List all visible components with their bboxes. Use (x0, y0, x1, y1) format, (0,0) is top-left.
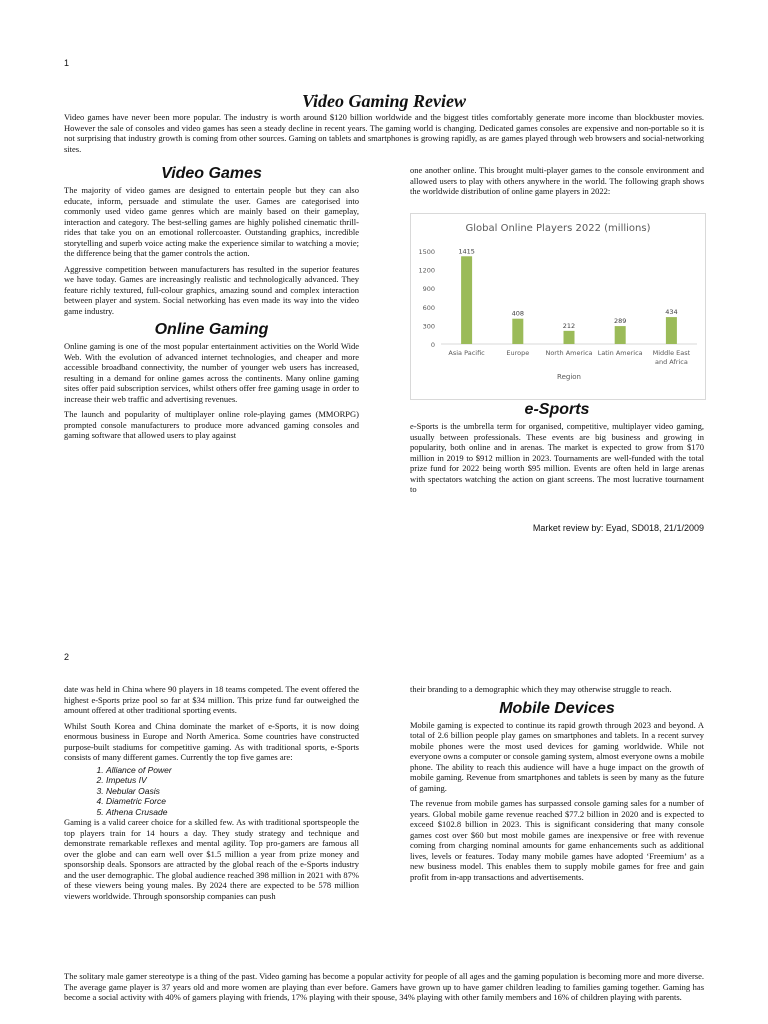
section-heading-video-games: Video Games (161, 165, 262, 182)
y-tick-label: 0 (430, 341, 435, 349)
mobile-paragraph-1: Mobile gaming is expected to continue its rapid growth through 2023 and beyond. A total of 2.6 billion people play games on smartphones and tablets. In a recent survey mobile phones were the most used devices for gaming worldwide. While not everyone owns a computer or console gaming system, almost everyone owns a mobile phone. The ability to reach this audience will have a huge impact on the growth of mobile gaming. Revenue from smartphones and tablets is seen by many as the future of gaming. (410, 719, 704, 793)
esports-paragraph-2: date was held in China where 90 players in 18 teams competed. The event offered the highest e-Sports prize pool so far at $34 million. This prize fund far outweighed the amount offered at other traditional sporting events. (64, 684, 359, 715)
right-column-bottom-page1 (410, 401, 704, 500)
y-tick-label: 300 (422, 322, 435, 331)
y-tick-label: 1200 (418, 266, 435, 275)
data-label: 212 (562, 321, 576, 330)
list-item: 1. Alliance of Power (106, 765, 359, 776)
footer-paragraph: The solitary male gamer stereotype is a thing of the past. Video gaming has become a popular activity for people of all ages and the gaming population is becoming more and more diverse. The average game player is 37 years old and more women are playing than ever before. Gamers have grown up to have gamer children leading to families gaming together. Gaming has become a social activity with 40% of gamers playing with friends, 17% playing with their spouse, 34% playing with other family members and 16% of children playing with parents. (64, 971, 704, 1002)
bar-chart (411, 214, 705, 399)
online-gaming-paragraph-1: Online gaming is one of the most popular entertainment activities on the World Wide Web. With the evolution of advanced internet technologies, and cheaper and more accessible broadband connectivity, the number of younger web users has increased, resulting in a demand for online games across the continents. Many online gaming sites offer paid subscription services, whilst others offer free gaming usage in order to increase their web traffic and advertising revenues. (64, 341, 359, 404)
x-tick-label: Asia Pacific (448, 349, 485, 357)
market-review-credit: Market review by: Eyad, SD018, 21/1/2009 (532, 523, 704, 533)
right-column-page2 (410, 684, 704, 887)
list-item: 2. Impetus IV (106, 775, 359, 786)
data-label: 408 (511, 309, 525, 318)
page-number: 1 (64, 58, 70, 68)
bar-chart-container (410, 213, 706, 400)
video-games-paragraph-2: Aggressive competition between manufacturers has resulted in the superior features we have today. Games are increasingly realistic and technologically advanced. They feature richly textured, full-colour graphics, amazing sound and complex interaction between player and system. Social networking has even made its way into the video game industry. (64, 263, 359, 316)
right-column-top-page1 (410, 165, 704, 202)
bar (615, 326, 626, 344)
esports-paragraph-3: Whilst South Korea and China dominate the market of e-Sports, it is now doing enormous business in Europe and North America. Some countries have constructed purpose-built stadiums for competitive gaming. As with traditional sports, e-Sports consists of many different games. Currently the top five games are: (64, 720, 359, 762)
sponsorship-continuation: their branding to a demographic which they may otherwise struggle to reach. (410, 684, 672, 694)
mobile-paragraph-2: The revenue from mobile games has surpassed console gaming sales for a number of years. Global mobile game revenue reached $77.2 billion in 2020 and is expected to exceed $102.8 billion in 2023. This is significant considering that many console games cost over $60 but most mobile games are inexpensive or free with revenue coming from charging nominal amounts for game enhancements such as additional lives, levels or features. Today many mobile games have adopted ‘Freemium’ as a new business model. This enables them to supply mobile games for free and gain profit from in-app transactions and advertisements. (410, 798, 704, 882)
online-gaming-paragraph-2: The launch and popularity of multiplayer online role-playing games (MMORPG) prompted console manufacturers to produce more advanced gaming consoles and gaming software that allowed users to play against (64, 409, 359, 440)
list-item: 5. Athena Crusade (106, 807, 359, 818)
left-column-page1 (64, 165, 359, 446)
bar (461, 256, 472, 344)
bar (512, 319, 523, 344)
data-label: 434 (665, 308, 678, 317)
y-tick-label: 1500 (418, 248, 435, 256)
data-label: 1415 (458, 247, 475, 256)
esports-paragraph-1: e-Sports is the umbrella term for organised, competitive, multiplayer video gaming, usually between professionals. These events are big business and growing in popularity, both online and in arenas. The market is expected to grow from $170 million in 2019 to $912 million in 2023. Tournaments are well-funded with the total prize fund for 2022 being worth $95 million. Events are often held in large arenas with spectators watching the action on giant screens. The most lucrative tournament to (410, 421, 704, 494)
y-tick-label: 600 (422, 303, 435, 312)
video-games-paragraph-1: The majority of video games are designed to entertain people but they can also educate, inform, persuade and stimulate the user. Games are categorised into commonly used video game genres which are mainly based on their gameplay, interaction and category. The best-selling games are highly polished cinematic thrill-rides that take you on an emotional rollercoaster. Outstanding graphics, incredible storytelling and superb voice acting make the experience similar to watching a movie; the difference being that the gamer controls the action. (64, 185, 359, 258)
bar (666, 317, 677, 344)
x-tick-label: Europe (506, 349, 530, 357)
data-label: 289 (613, 317, 627, 326)
page-number: 2 (64, 652, 70, 662)
x-tick-label: Latin America (597, 349, 643, 357)
list-item: 3. Nebular Oasis (106, 786, 359, 797)
list-item: 4. Diametric Force (106, 796, 359, 807)
top-games-list (64, 765, 359, 818)
chart-title: Global Online Players 2022 (millions) (465, 223, 651, 234)
x-tick-label: North America (545, 349, 593, 357)
x-tick-label: Middle East (652, 349, 691, 357)
x-axis-label: Region (557, 373, 581, 381)
page-title: Video Gaming Review (302, 91, 466, 111)
y-tick-label: 900 (422, 285, 435, 294)
x-tick-label: and Africa (654, 358, 688, 366)
career-paragraph: Gaming is a valid career choice for a skilled few. As with traditional sportspeople the top players train for 14 hours a day. They study strategy and technique and demonstrate remarkable reflexes and mental agility. Top pro-gamers are famous all over the globe and can earn well over $1.5 million a year from prize money and sponsorship deals. Sponsors are attracted by the global reach of the e-Sports industry and the user demographic. The global audience reached 398 million in 2021 with 87% of these viewers being young males. By 2024 there are expected to be 578 million viewers worldwide. Through sponsorship companies can push (64, 817, 359, 901)
left-column-page2 (64, 684, 359, 906)
section-heading-esports: e-Sports (524, 401, 590, 418)
section-heading-mobile-devices: Mobile Devices (499, 699, 615, 717)
bar (564, 331, 575, 344)
online-gaming-continuation: one another online. This brought multi-player games to the console environment and allowed users to play with others anywhere in the world. The following graph shows the worldwide distribution of online game players in 2022: (410, 165, 704, 196)
section-heading-online-gaming: Online Gaming (154, 321, 269, 338)
intro-paragraph: Video games have never been more popular. The industry is worth around $120 billion worldwide and the biggest titles comfortably generate more income than blockbuster movies. However the sale of consoles and video games has seen a steady decline in recent years. The gaming world is changing. Dedicated games consoles are expensive and non-portable so it is not surprising that industry growth is coming from other sources. Gaming on tablets and smartphones is growing rapidly, as are games played through web browsers and social-networking sites. (64, 112, 704, 154)
